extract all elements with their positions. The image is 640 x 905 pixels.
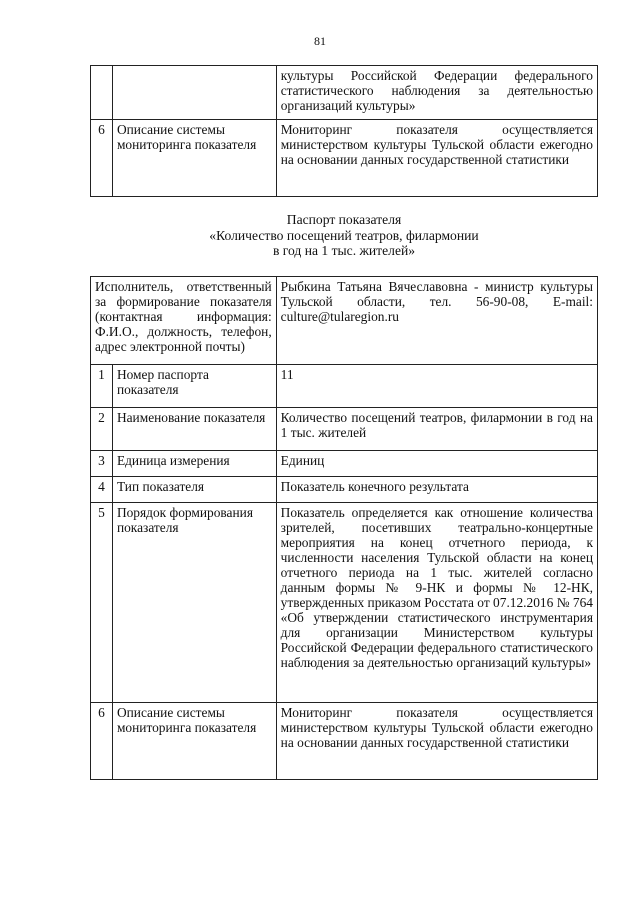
row-label: Описание системы мониторинга показателя xyxy=(112,120,276,197)
passport-heading xyxy=(90,212,598,259)
executor-value: Рыбкина Татьяна Вячеславовна - министр культуры Тульской области, тел. 56-90-08, E-mail: culture@tularegion.ru xyxy=(276,277,597,365)
row-label: Порядок формирования показателя xyxy=(112,503,276,703)
row-number: 3 xyxy=(91,451,113,477)
table-row xyxy=(91,503,598,703)
table-row xyxy=(91,451,598,477)
row-label: Тип показателя xyxy=(112,477,276,503)
row-number: 5 xyxy=(91,503,113,703)
passport-table xyxy=(90,276,598,780)
table-row xyxy=(91,66,598,120)
row-number: 1 xyxy=(91,365,113,408)
row-value: 11 xyxy=(276,365,597,408)
passport-subtitle-cont: в год на 1 тыс. жителей» xyxy=(272,243,416,258)
row-label: Номер паспорта показателя xyxy=(112,365,276,408)
row-value: Количество посещений театров, филармонии в год на 1 тыс. жителей xyxy=(276,408,597,451)
row-value: Мониторинг показателя осуществляется министерством культуры Тульской области ежегодно на основании данных государственной статистики xyxy=(276,703,597,780)
continued-table xyxy=(90,65,598,197)
row-value: Показатель конечного результата xyxy=(276,477,597,503)
table-row xyxy=(91,408,598,451)
executor-label: Исполнитель, ответственный за формирование показателя (контактная информация: Ф.И.О., должность, телефон, адрес электронной почты) xyxy=(91,277,277,365)
row-label: Описание системы мониторинга показателя xyxy=(112,703,276,780)
row-number: 2 xyxy=(91,408,113,451)
table-cell-empty xyxy=(112,66,276,120)
row-value: Показатель определяется как отношение количества зрителей, посетивших театрально-концертные мероприятия на конец отчетного периода, к численности населения Тульской области на конец отчетного периода на 1 тыс. жителей согласно данным формы № 9-НК и формы № 12-НК, утвержденных приказом Росстата от 07.12.2016 № 764 «Об утверждении статистического инструментария для организации Министерством культуры Российской Федерации федерального статистического наблюдения за деятельностью организаций культуры» xyxy=(276,503,597,703)
row-number: 4 xyxy=(91,477,113,503)
row-value: Мониторинг показателя осуществляется министерством культуры Тульской области ежегодно на основании данных государственной статистики xyxy=(276,120,597,197)
table-row xyxy=(91,277,598,365)
row-value: Единиц xyxy=(276,451,597,477)
page-number: 81 xyxy=(314,34,326,48)
passport-subtitle: «Количество посещений театров, филармонии xyxy=(209,227,479,243)
table-row xyxy=(91,120,598,197)
row-label: Единица измерения xyxy=(112,451,276,477)
row-label: Наименование показателя xyxy=(112,408,276,451)
passport-title: Паспорт показателя xyxy=(286,212,402,227)
row-number: 6 xyxy=(91,703,113,780)
row-number: 6 xyxy=(91,120,113,197)
table-cell-empty xyxy=(91,66,113,120)
continued-fragment: культуры Российской Федерации федерального статистического наблюдения за деятельностью организаций культуры» xyxy=(276,66,597,120)
table-row xyxy=(91,365,598,408)
table-row xyxy=(91,703,598,780)
table-row xyxy=(91,477,598,503)
